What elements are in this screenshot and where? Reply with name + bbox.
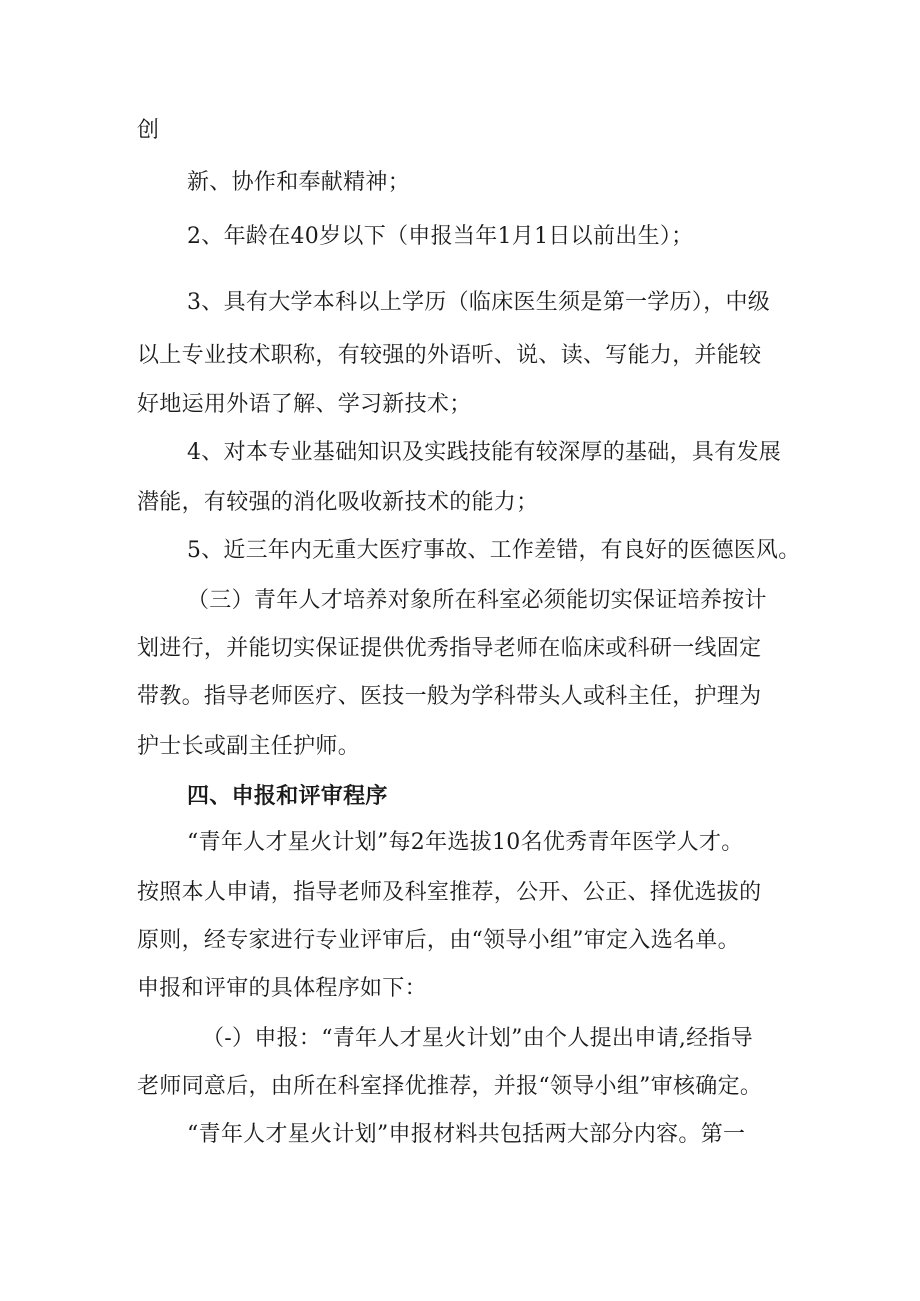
text-line-21: “青年人才星火计划”申报材料共包括两大部分内容。第一	[187, 1122, 746, 1147]
text-line-8: 潜能，有较强的消化吸收新技术的能力；	[137, 490, 539, 515]
text-line-13: 护士长或副主任护师。	[137, 734, 361, 759]
text-line-15: “青年人才星火计划”每2年选拔10名优秀青年医学人才。	[187, 830, 744, 855]
text-line-19: （-）申报：“青年人才星火计划”由个人提出申请,经指导	[202, 1026, 754, 1051]
text-line-18: 申报和评审的具体程序如下：	[137, 976, 427, 1001]
text-line-20: 老师同意后，由所在科室择优推荐，并报“领导小组”审核确定。	[137, 1074, 763, 1099]
text-line-3: 2、年龄在40岁以下（申报当年1月1日以前出生）；	[187, 224, 694, 249]
text-line-2: 新、协作和奉献精神；	[187, 170, 411, 195]
text-line-7: 4、对本专业基础知识及实践技能有较深厚的基础，具有发展	[187, 440, 782, 465]
text-line-16: 按照本人申请，指导老师及科室推荐，公开、公正、择优选拔的	[137, 880, 762, 905]
text-line-11: 划进行，并能切实保证提供优秀指导老师在临床或科研一线固定	[137, 636, 762, 661]
text-line-9: 5、近三年内无重大医疗事故、工作差错，有良好的医德医风。	[187, 538, 801, 563]
section-heading: 四、申报和评审程序	[187, 783, 388, 809]
text-line-6: 好地运用外语了解、学习新技术；	[137, 392, 472, 417]
text-line-17: 原则，经专家进行专业评审后，由“领导小组”审定入选名单。	[137, 928, 740, 953]
text-line-1: 创	[137, 118, 160, 143]
text-line-4: 3、具有大学本科以上学历（临床医生须是第一学历），中级	[187, 290, 771, 315]
text-line-12: 带教。指导老师医疗、医技一般为学科带头人或科主任，护理为	[137, 684, 762, 709]
text-line-5: 以上专业技术职称，有较强的外语听、说、读、写能力，并能较	[137, 343, 762, 368]
text-line-10: （三）青年人才培养对象所在科室必须能切实保证培养按计	[187, 588, 767, 613]
